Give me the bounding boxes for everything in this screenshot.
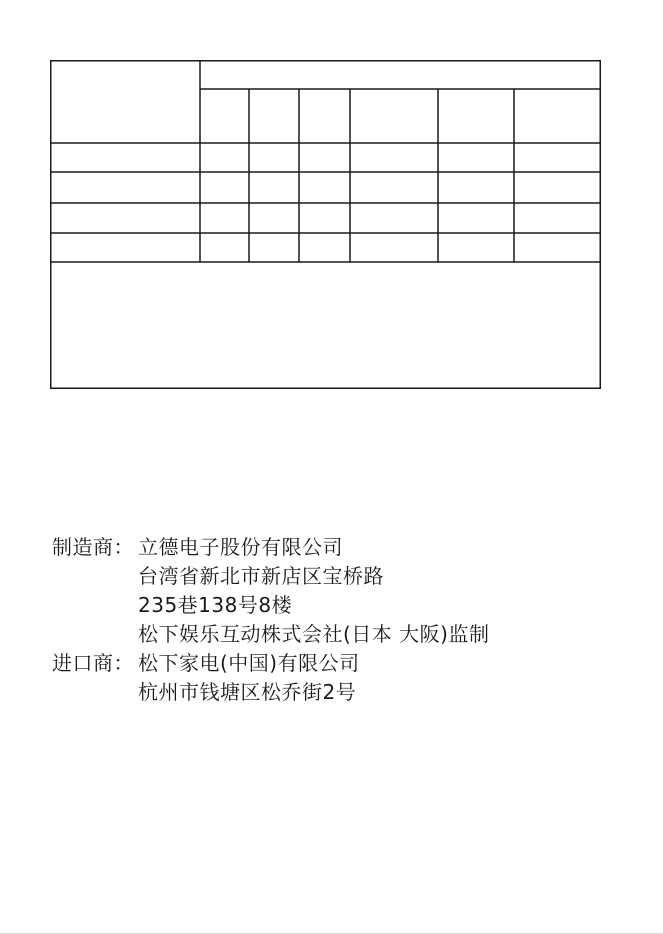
importer-label: 进口商： [52, 651, 134, 675]
manufacturer-supervisor-line: 松下娱乐互动株式会社(日本 大阪)监制 [138, 622, 490, 646]
manufacturer-address-line: 235巷138号8楼 [138, 593, 293, 617]
manufacturer-address-2 [52, 591, 489, 620]
substance-table [50, 60, 601, 389]
manufacturer-name: 立德电子股份有限公司 [138, 535, 343, 559]
table-outer-border [51, 61, 601, 389]
table-grid [50, 60, 601, 389]
importer-address-line: 杭州市钱塘区松乔街2号 [138, 680, 357, 704]
manufacturer-row [52, 533, 489, 562]
importer-name: 松下家电(中国)有限公司 [138, 651, 360, 675]
manufacturer-address-line: 台湾省新北市新店区宝桥路 [138, 564, 384, 588]
company-info [52, 533, 489, 707]
manufacturer-label: 制造商： [52, 535, 134, 559]
importer-row [52, 649, 489, 678]
manufacturer-supervisor [52, 620, 489, 649]
manufacturer-address-1 [52, 562, 489, 591]
importer-address [52, 678, 489, 707]
